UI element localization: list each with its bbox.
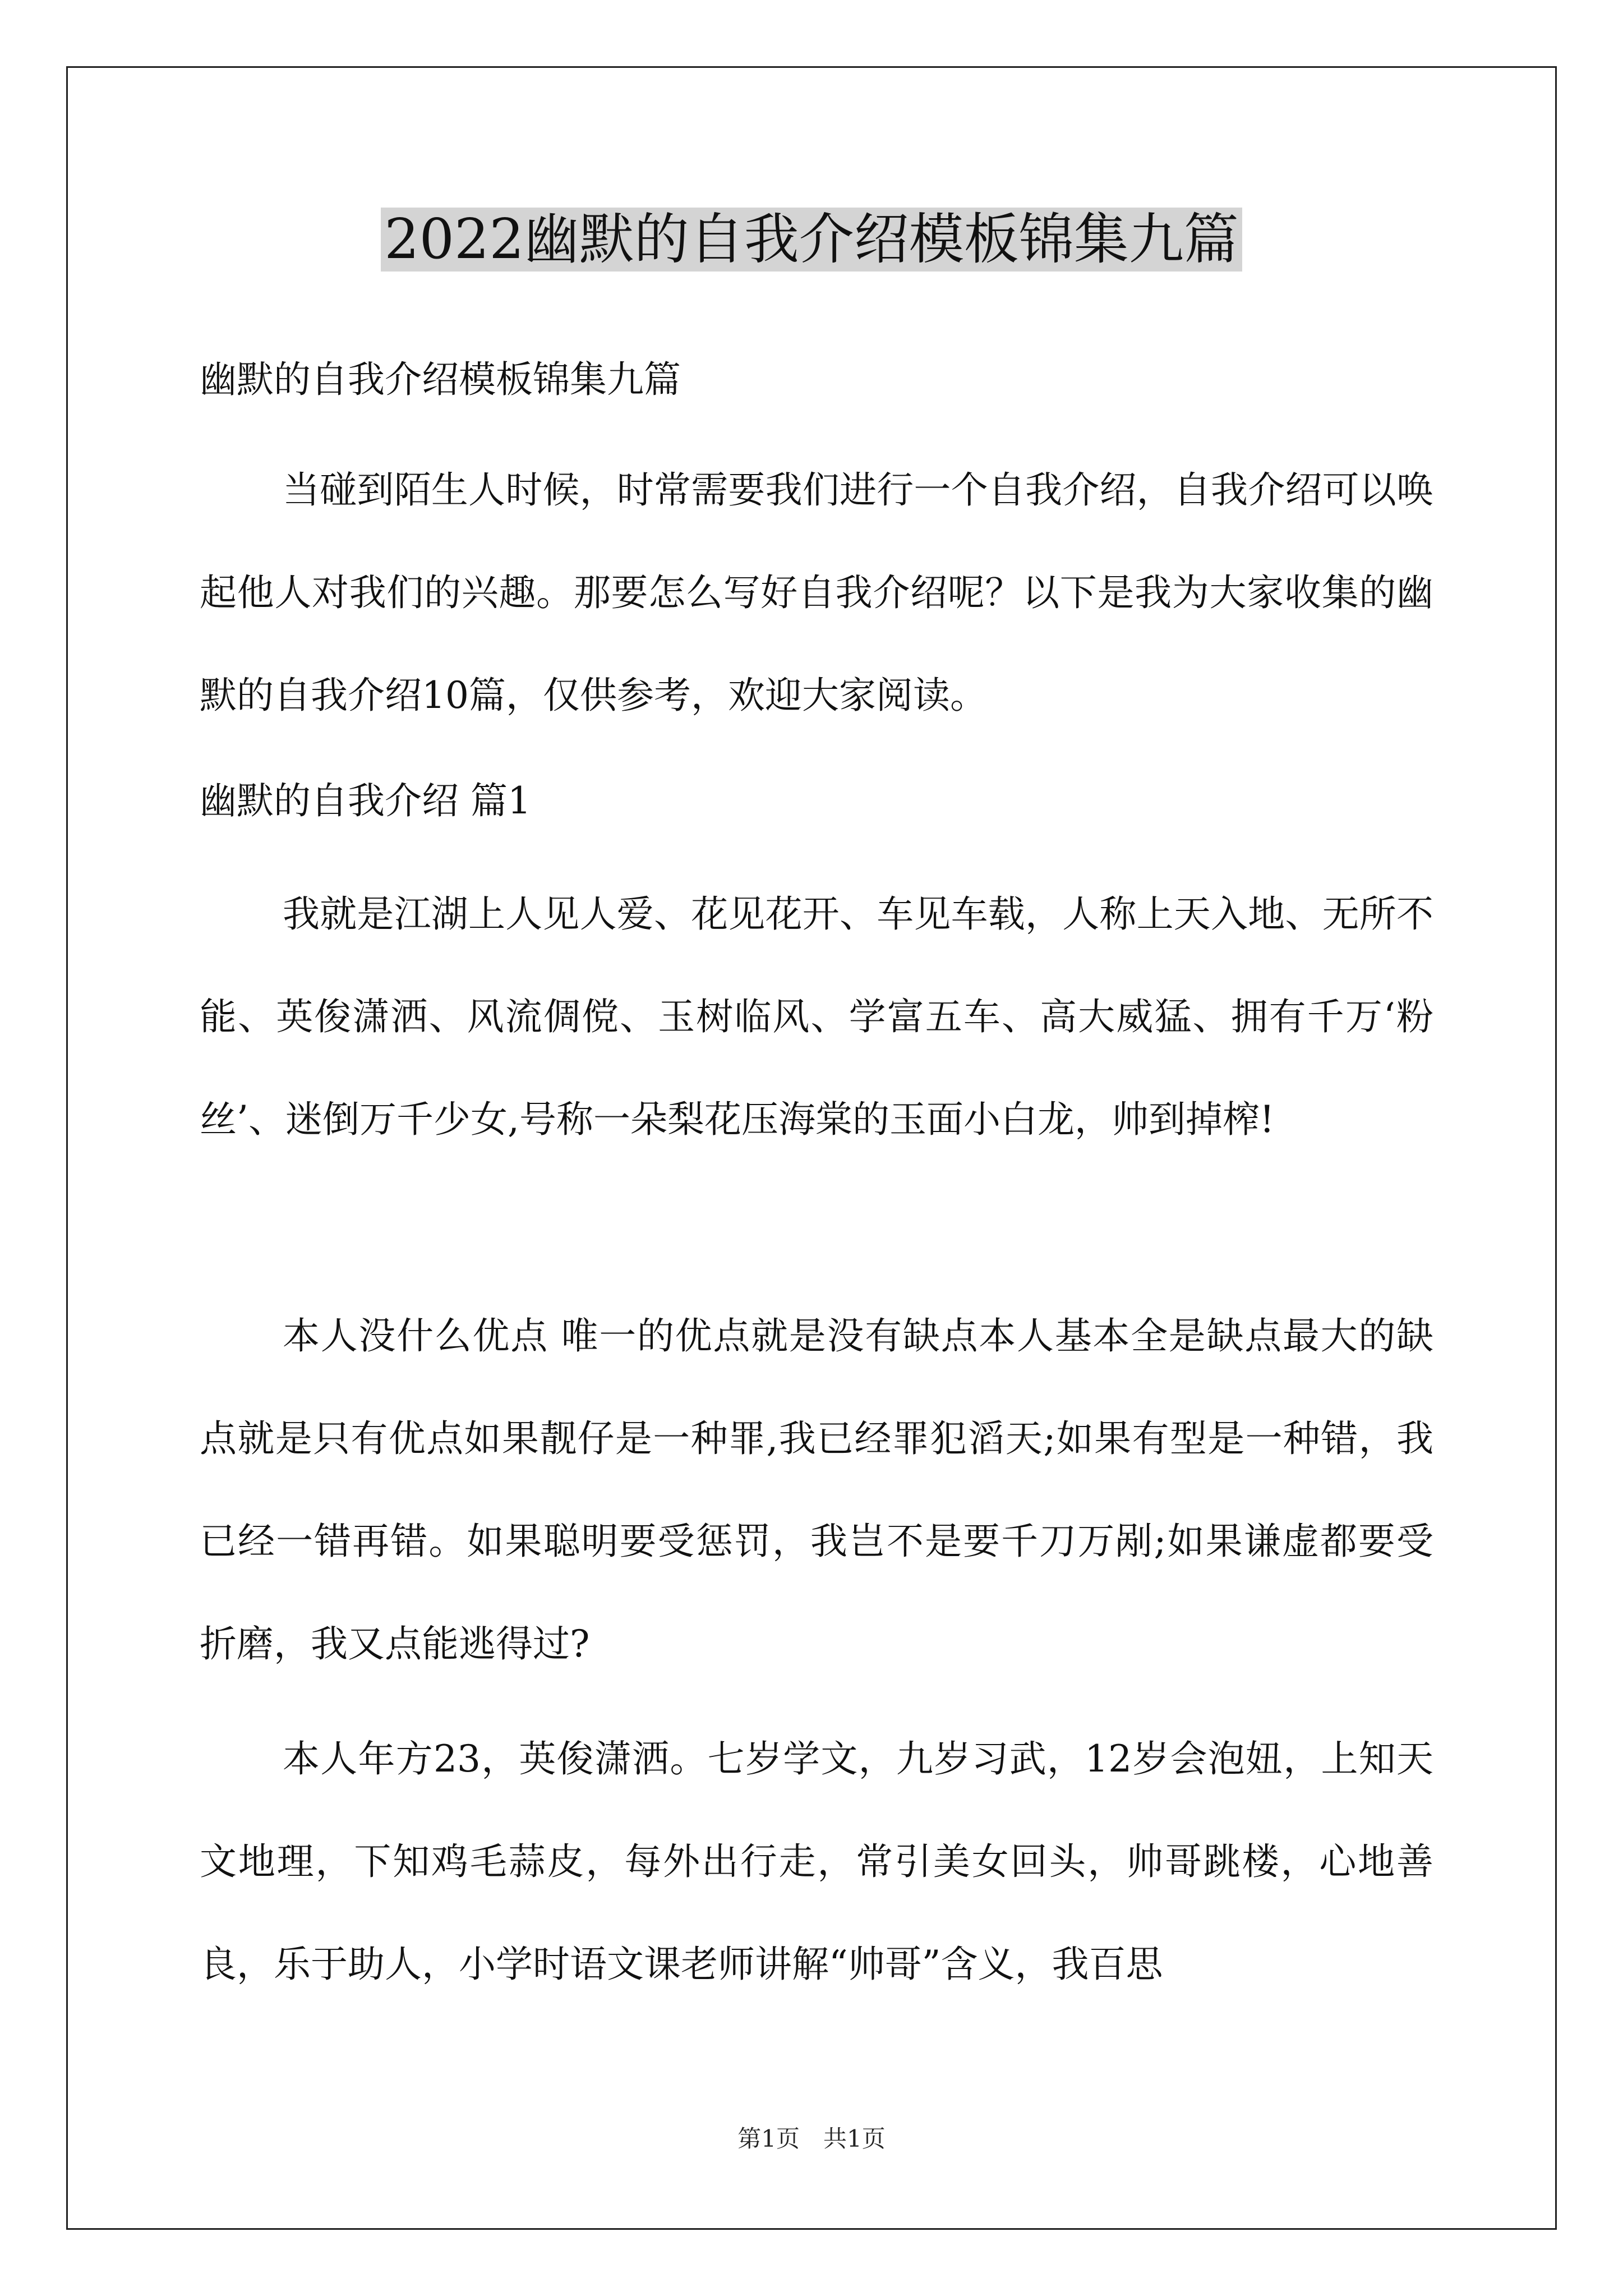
body-paragraph-2: 本人没什么优点 唯一的优点就是没有缺点本人基本全是缺点最大的缺点就是只有优点如果靓仔是一种罪,我已经罪犯滔天;如果有型是一种错，我已经一错再错。如果聪明要受惩罚，我岂不是要千刀万剐;如果谦虚都要受折磨，我又点能逃得过? (200, 1314, 1433, 1665)
page-footer: 第1页 共1页 (737, 2125, 886, 2152)
intro-paragraph: 当碰到陌生人时候，时常需要我们进行一个自我介绍，自我介绍可以唤起他人对我们的兴趣。那要怎么写好自我介绍呢？以下是我为大家收集的幽默的自我介绍10篇，仅供参考，欢迎大家阅读。 (200, 468, 1433, 717)
document-title-text: 2022幽默的自我介绍模板锦集九篇 (381, 208, 1242, 272)
section-heading: 幽默的自我介绍 篇1 (200, 779, 531, 822)
document-subtitle: 幽默的自我介绍模板锦集九篇 (200, 358, 681, 401)
body-paragraph-3: 本人年方23，英俊潇洒。七岁学文，九岁习武，12岁会泡妞，上知天文地理，下知鸡毛蒜皮，每外出行走，常引美女回头，帅哥跳楼，心地善良，乐于助人，小学时语文课老师讲解“帅哥”含义，我百思 (200, 1737, 1433, 1986)
document-title (0, 203, 1623, 276)
body-paragraph-1: 我就是江湖上人见人爱、花见花开、车见车载，人称上天入地、无所不能、英俊潇洒、风流倜傥、玉树临风、学富五车、高大威猛、拥有千万‘粉丝’、迷倒万千少女,号称一朵梨花压海棠的玉面小白龙，帅到掉榨! (200, 892, 1433, 1141)
